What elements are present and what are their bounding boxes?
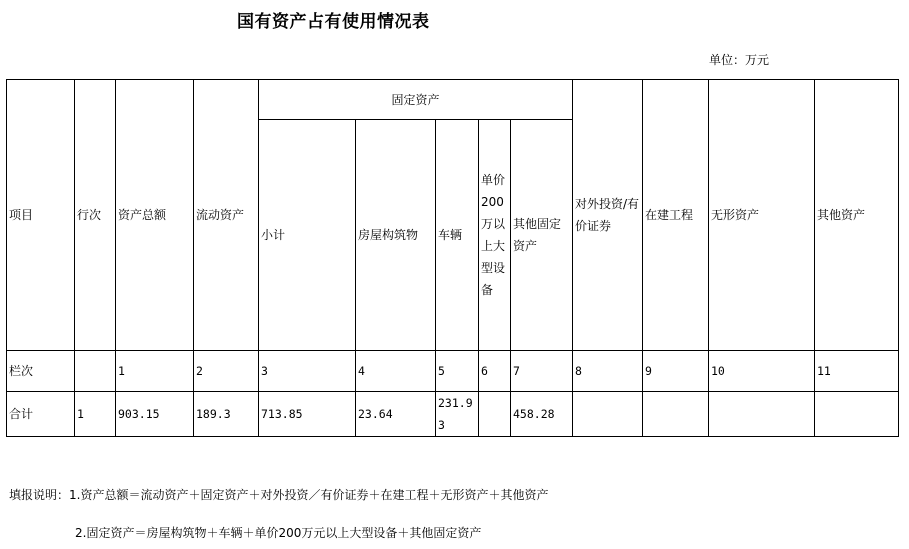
- total-row: [7, 392, 899, 437]
- header-current-assets: 流动资产: [194, 80, 259, 351]
- total-cell: [573, 392, 643, 437]
- column-row-label: 栏次: [7, 351, 75, 392]
- column-cell: 9: [643, 351, 709, 392]
- column-cell: 8: [573, 351, 643, 392]
- column-cell: 2: [194, 351, 259, 392]
- total-row-label: 合计: [7, 392, 75, 437]
- header-large-equipment: 单价200万以上大型设备: [479, 120, 511, 351]
- header-construction: 在建工程: [643, 80, 709, 351]
- total-cell: 231.93: [436, 392, 479, 437]
- filling-note-1: 填报说明：1.资产总额＝流动资产＋固定资产＋对外投资／有价证券＋在建工程＋无形资产＋其他资产: [9, 488, 549, 502]
- total-cell: 458.28: [511, 392, 573, 437]
- column-cell: 5: [436, 351, 479, 392]
- column-cell: 7: [511, 351, 573, 392]
- header-item: 项目: [7, 80, 75, 351]
- column-cell: 10: [709, 351, 815, 392]
- header-other-assets: 其他资产: [815, 80, 899, 351]
- header-subtotal: 小计: [259, 120, 356, 351]
- header-fixed-assets-group: 固定资产: [259, 80, 573, 120]
- asset-table: [6, 79, 899, 437]
- header-buildings: 房屋构筑物: [356, 120, 436, 351]
- total-cell: 903.15: [116, 392, 194, 437]
- page-title: 国有资产占有使用情况表: [237, 12, 430, 32]
- header-other-fixed: 其他固定资产: [511, 120, 573, 351]
- total-cell: 189.3: [194, 392, 259, 437]
- unit-label: 单位：万元: [709, 53, 770, 67]
- column-cell: 3: [259, 351, 356, 392]
- total-cell: 713.85: [259, 392, 356, 437]
- total-cell: 1: [75, 392, 116, 437]
- header-investments: 对外投资/有价证券: [573, 80, 643, 351]
- header-total-assets: 资产总额: [116, 80, 194, 351]
- header-intangible: 无形资产: [709, 80, 815, 351]
- header-row-1: [7, 80, 899, 120]
- total-cell: [643, 392, 709, 437]
- column-cell: 4: [356, 351, 436, 392]
- column-cell: 1: [116, 351, 194, 392]
- total-cell: [479, 392, 511, 437]
- header-vehicles: 车辆: [436, 120, 479, 351]
- filling-note-2: 2.固定资产＝房屋构筑物＋车辆＋单价200万元以上大型设备＋其他固定资产: [75, 526, 482, 540]
- total-cell: [709, 392, 815, 437]
- total-cell: 23.64: [356, 392, 436, 437]
- column-cell: [75, 351, 116, 392]
- total-cell: [815, 392, 899, 437]
- column-cell: 6: [479, 351, 511, 392]
- header-row-no: 行次: [75, 80, 116, 351]
- column-number-row: [7, 351, 899, 392]
- column-cell: 11: [815, 351, 899, 392]
